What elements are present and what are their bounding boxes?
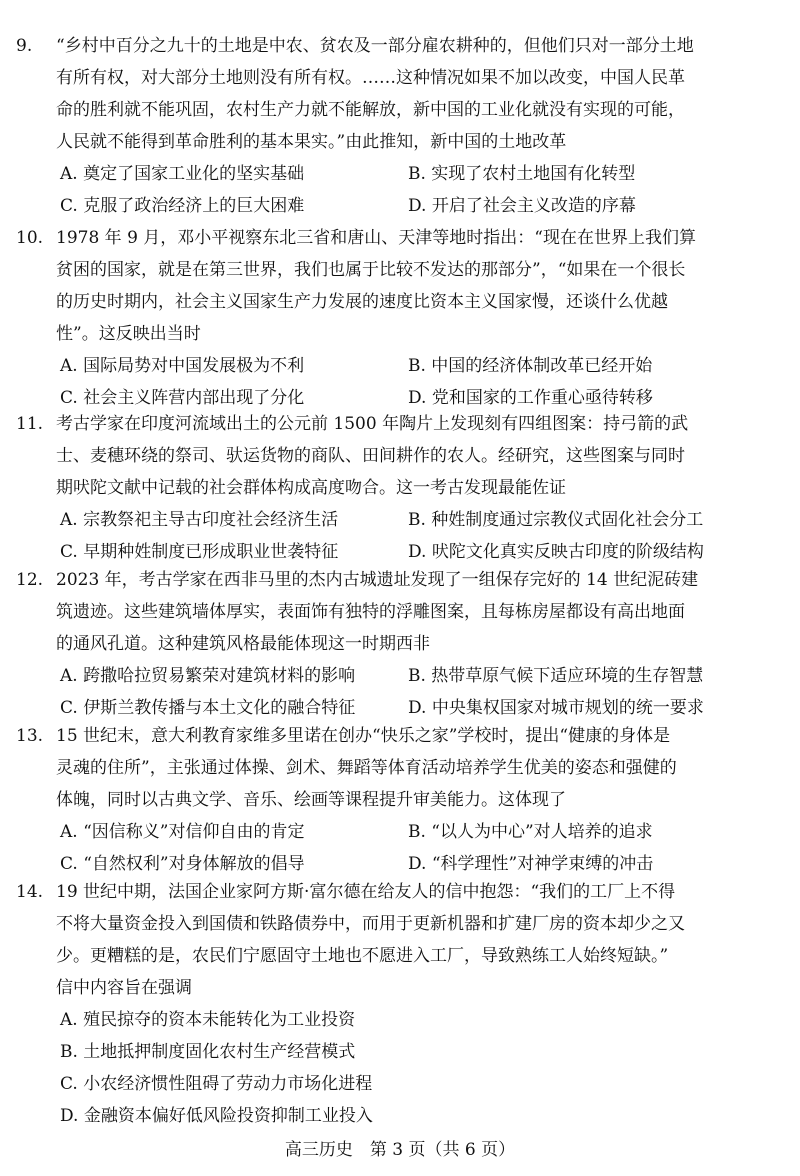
question-13-stem-line-3: 体魄，同时以古典文学、音乐、绘画等课程提升审美能力。这体现了: [56, 790, 566, 810]
page-footer: 高三历史 第 3 页（共 6 页）: [284, 1140, 516, 1160]
question-13-stem-line-1: 13. 15 世纪末，意大利教育家维多里诺在创办“快乐之家”学校时，提出“健康的身体是: [16, 720, 784, 752]
option-d: D. “科学理性”对神学束缚的冲击: [408, 854, 654, 874]
question-9-stem-line-3: 命的胜利就不能巩固，农村生产力就不能解放，新中国的工业化就没有实现的可能，: [56, 100, 685, 120]
option-d: D. 金融资本偏好低风险投资抑制工业投入: [60, 1106, 373, 1126]
question-14-option-d-row: [16, 1100, 784, 1132]
question-number: 9.: [16, 36, 33, 56]
option-d: D. 党和国家的工作重心亟待转移: [408, 388, 653, 408]
option-d: D. 中央集权国家对城市规划的统一要求: [408, 698, 704, 718]
question-9-options-cd: [16, 190, 784, 222]
question-14-option-a-row: [16, 1004, 784, 1036]
option-a: A. 殖民掠夺的资本未能转化为工业投资: [60, 1010, 356, 1030]
question-13-stem-line-2: 灵魂的住所”，主张通过体操、剑术、舞蹈等体育活动培养学生优美的姿态和强健的: [56, 758, 677, 778]
option-b: B. 热带草原气候下适应环境的生存智慧: [408, 666, 704, 686]
question-10-stem-line-4: 性”。这反映出当时: [56, 324, 201, 344]
option-a: A. 奠定了国家工业化的坚实基础: [60, 164, 305, 184]
option-c: C. 社会主义阵营内部出现了分化: [60, 388, 305, 408]
option-c: C. 克服了政治经济上的巨大困难: [60, 196, 305, 216]
option-c: C. 早期种姓制度已形成职业世袭特征: [60, 542, 339, 562]
option-b: B. 种姓制度通过宗教仪式固化社会分工: [408, 510, 704, 530]
question-10: [16, 222, 784, 414]
question-11-stem-line-1: 11. 考古学家在印度河流域出土的公元前 1500 年陶片上发现刻有四组图案：持弓箭的武: [16, 408, 784, 440]
question-14-option-b-row: [16, 1036, 784, 1068]
question-number: 11.: [16, 414, 44, 434]
question-11-stem-line-3: 期吠陀文献中记载的社会群体构成高度吻合。这一考古发现最能佐证: [56, 478, 566, 498]
question-9-stem-line-4: 人民就不能得到革命胜利的基本果实。”由此推知，新中国的土地改革: [56, 132, 567, 152]
question-11: [16, 408, 784, 568]
option-c: C. 伊斯兰教传播与本土文化的融合特征: [60, 698, 356, 718]
question-14-stem-line-3: 少。更糟糕的是，农民们宁愿固守土地也不愿进入工厂，导致熟练工人始终短缺。”: [56, 946, 669, 966]
question-11-options-ab: [16, 504, 784, 536]
question-14: [16, 876, 784, 1132]
question-number: 14.: [16, 882, 44, 902]
question-13: [16, 720, 784, 880]
question-10-stem-line-2: 贫困的国家，就是在第三世界，我们也属于比较不发达的那部分”，“如果在一个很长: [56, 260, 686, 280]
option-b: B. 实现了农村土地国有化转型: [408, 164, 636, 184]
option-c: C. “自然权利”对身体解放的倡导: [60, 854, 305, 874]
option-a: A. 宗教祭祀主导古印度社会经济生活: [60, 510, 339, 530]
option-d: D. 开启了社会主义改造的序幕: [408, 196, 636, 216]
question-12-stem-line-2: 筑遗迹。这些建筑墙体厚实，表面饰有独特的浮雕图案，且每栋房屋都设有高出地面: [56, 602, 685, 622]
question-9-options-ab: [16, 158, 784, 190]
question-9-stem-line-2: 有所有权，对大部分土地则没有所有权。……这种情况如果不加以改变，中国人民革: [56, 68, 685, 88]
question-12-stem-line-1: 12. 2023 年，考古学家在西非马里的杰内古城遗址发现了一组保存完好的 14 世纪泥砖建: [16, 564, 784, 596]
question-10-stem-line-1: 10. 1978 年 9 月，邓小平视察东北三省和唐山、天津等地时指出：“现在在世界上我们算: [16, 222, 784, 254]
question-14-stem-line-2: 不将大量资金投入到国债和铁路债券中，而用于更新机器和扩建厂房的资本却少之又: [56, 914, 685, 934]
question-14-stem-line-4: 信中内容旨在强调: [56, 978, 192, 998]
question-number: 10.: [16, 228, 44, 248]
option-d: D. 吠陀文化真实反映古印度的阶级结构: [408, 542, 704, 562]
option-c: C. 小农经济惯性阻碍了劳动力市场化进程: [60, 1074, 373, 1094]
option-a: A. 国际局势对中国发展极为不利: [60, 356, 305, 376]
option-a: A. “因信称义”对信仰自由的肯定: [60, 822, 305, 842]
question-9-stem-line-1: 9. “乡村中百分之九十的土地是中农、贫农及一部分雇农耕种的，但他们只对一部分土地: [16, 30, 784, 62]
question-10-options-ab: [16, 350, 784, 382]
option-b: B. 土地抵押制度固化农村生产经营模式: [60, 1042, 356, 1062]
option-a: A. 跨撒哈拉贸易繁荣对建筑材料的影响: [60, 666, 356, 686]
question-12: [16, 564, 784, 724]
question-11-stem-line-2: 士、麦穗环绕的祭司、驮运货物的商队、田间耕作的农人。经研究，这些图案与同时: [56, 446, 685, 466]
question-12-options-ab: [16, 660, 784, 692]
option-b: B. 中国的经济体制改革已经开始: [408, 356, 653, 376]
question-number: 12.: [16, 570, 44, 590]
question-9: [16, 30, 784, 222]
option-b: B. “以人为中心”对人培养的追求: [408, 822, 653, 842]
question-12-stem-line-3: 的通风孔道。这种建筑风格最能体现这一时期西非: [56, 634, 430, 654]
question-14-option-c-row: [16, 1068, 784, 1100]
question-10-stem-line-3: 的历史时期内，社会主义国家生产力发展的速度比资本主义国家慢，还谈什么优越: [56, 292, 668, 312]
question-number: 13.: [16, 726, 44, 746]
question-13-options-ab: [16, 816, 784, 848]
question-14-stem-line-1: 14. 19 世纪中期，法国企业家阿方斯·富尔德在给友人的信中抱怨：“我们的工厂上不得: [16, 876, 784, 908]
